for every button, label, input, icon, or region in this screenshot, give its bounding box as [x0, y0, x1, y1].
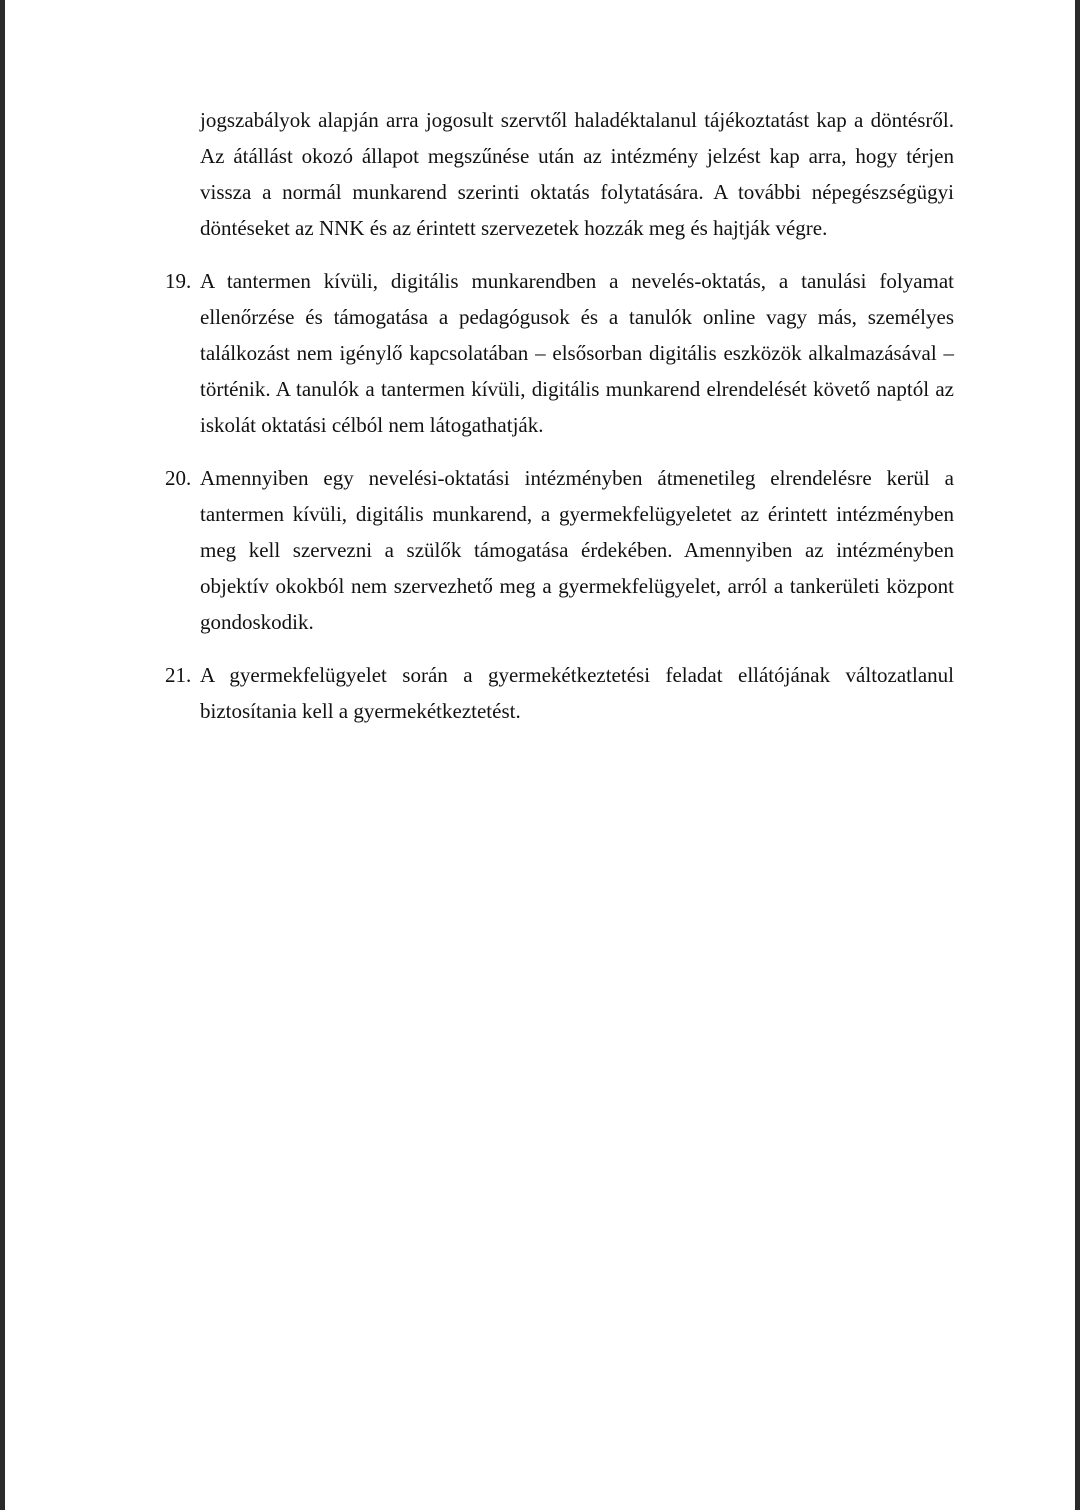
list-item-19 [165, 263, 954, 443]
document-page [5, 0, 1075, 1510]
list-item-number: 20. [165, 466, 192, 490]
page-content [165, 102, 954, 729]
continuation-paragraph: jogszabályok alapján arra jogosult szervtől haladéktalanul tájékoztatást kap a döntésről. Az átállást okozó állapot megszűnése után az intézmény jelzést kap arra, hogy térjen vissza a normál munkarend szerinti oktatás folytatására. A további népegészségügyi döntéseket az NNK és az érintett szervezetek hozzák meg és hajtják végre. [200, 108, 954, 240]
list-item-number: 19. [165, 269, 192, 293]
list-item-21 [165, 657, 954, 729]
list-item-text: Amennyiben egy nevelési-oktatási intézményben átmenetileg elrendelésre kerül a tantermen kívüli, digitális munkarend, a gyermekfelügyeletet az érintett intézményben meg kell szervezni a szülők támogatása érdekében. Amennyiben az intézményben objektív okokból nem szervezhető meg a gyermekfelügyelet, arról a tankerületi központ gondoskodik. [200, 466, 954, 634]
window-edge-right [1075, 0, 1080, 1510]
list-item-20 [165, 460, 954, 640]
list-item-text: A tantermen kívüli, digitális munkarendben a nevelés-oktatás, a tanulási folyamat ellenőrzése és támogatása a pedagógusok és a tanulók online vagy más, személyes találkozást nem igénylő kapcsolatában – elsősorban digitális eszközök alkalmazásával – történik. A tanulók a tantermen kívüli, digitális munkarend elrendelését követő naptól az iskolát oktatási célból nem látogathatják. [200, 269, 954, 437]
list-item-text: A gyermekfelügyelet során a gyermekétkeztetési feladat ellátójának változatlanul biztosítania kell a gyermekétkeztetést. [200, 663, 954, 723]
list-item-number: 21. [165, 663, 192, 687]
